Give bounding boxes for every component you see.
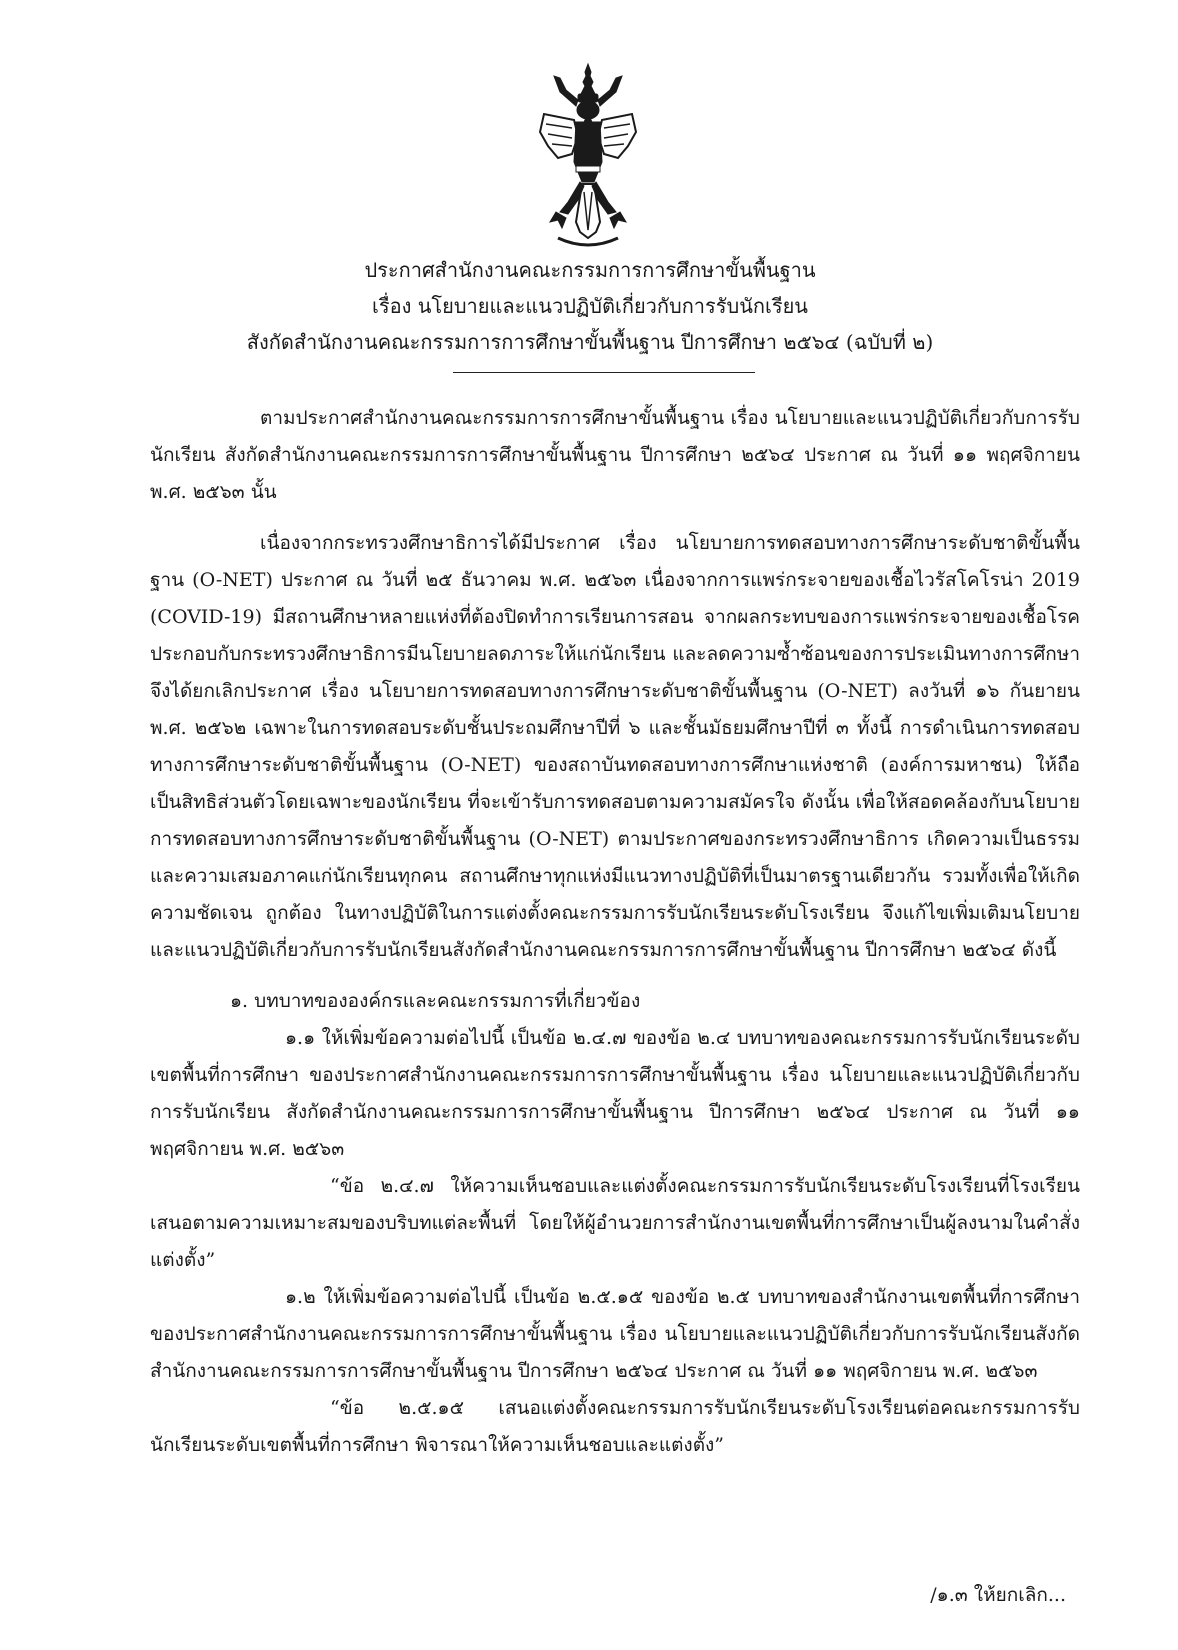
- document-body: [150, 400, 1080, 1464]
- title-line-2: เรื่อง นโยบายและแนวปฏิบัติเกี่ยวกับการรับนักเรียน: [372, 294, 808, 318]
- quote-2-5-15: “ข้อ ๒.๕.๑๕ เสนอแต่งตั้งคณะกรรมการรับนักเรียนระดับโรงเรียนต่อคณะกรรมการรับนักเรียนระดับเขตพื้นที่การศึกษา พิจารณาให้ความเห็นชอบและแต่งตั้ง”: [150, 1397, 1080, 1456]
- clause-1-1: ๑.๑ ให้เพิ่มข้อความต่อไปนี้ เป็นข้อ ๒.๔.๗ ของข้อ ๒.๔ บทบาทของคณะกรรมการรับนักเรียนระดับเขตพื้นที่การศึกษา ของประกาศสำนักงานคณะกรรมการการศึกษาขั้นพื้นฐาน เรื่อง นโยบายและแนวปฏิบัติเกี่ยวกับการรับนักเรียน สังกัดสำนักงานคณะกรรมการการศึกษาขั้นพื้นฐาน ปีการศึกษา ๒๕๖๔ ประกาศ ณ วันที่ ๑๑ พฤศจิกายน พ.ศ. ๒๕๖๓: [150, 1027, 1080, 1160]
- garuda-emblem: [538, 62, 638, 248]
- title-line-3: สังกัดสำนักงานคณะกรรมการการศึกษาขั้นพื้นฐาน ปีการศึกษา ๒๕๖๔ (ฉบับที่ ๒): [246, 330, 934, 354]
- title-line-1: ประกาศสำนักงานคณะกรรมการการศึกษาขั้นพื้นฐาน: [364, 258, 816, 282]
- continuation-note: /๑.๓ ให้ยกเลิก...: [930, 1584, 1066, 1606]
- announcement-title: [150, 252, 1030, 360]
- section-1-heading: ๑. บทบาทขององค์กรและคณะกรรมการที่เกี่ยวข้อง: [230, 990, 641, 1012]
- clause-1-2: ๑.๒ ให้เพิ่มข้อความต่อไปนี้ เป็นข้อ ๒.๕.๑๕ ของข้อ ๒.๕ บทบาทของสำนักงานเขตพื้นที่การศึกษาของประกาศสำนักงานคณะกรรมการการศึกษาขั้นพื้นฐาน เรื่อง นโยบายและแนวปฏิบัติเกี่ยวกับการรับนักเรียนสังกัดสำนักงานคณะกรรมการการศึกษาขั้นพื้นฐาน ปีการศึกษา ๒๕๖๔ ประกาศ ณ วันที่ ๑๑ พฤศจิกายน พ.ศ. ๒๕๖๓: [150, 1286, 1080, 1382]
- paragraph-reference: ตามประกาศสำนักงานคณะกรรมการการศึกษาขั้นพื้นฐาน เรื่อง นโยบายและแนวปฏิบัติเกี่ยวกับการรับนักเรียน สังกัดสำนักงานคณะกรรมการการศึกษาขั้นพื้นฐาน ปีการศึกษา ๒๕๖๔ ประกาศ ณ วันที่ ๑๑ พฤศจิกายน พ.ศ. ๒๕๖๓ นั้น: [150, 407, 1080, 503]
- quote-2-4-7: “ข้อ ๒.๔.๗ ให้ความเห็นชอบและแต่งตั้งคณะกรรมการรับนักเรียนระดับโรงเรียนที่โรงเรียนเสนอตามความเหมาะสมของบริบทแต่ละพื้นที่ โดยให้ผู้อำนวยการสำนักงานเขตพื้นที่การศึกษาเป็นผู้ลงนามในคำสั่งแต่งตั้ง”: [150, 1175, 1080, 1271]
- title-underline: [453, 372, 755, 373]
- paragraph-rationale: เนื่องจากกระทรวงศึกษาธิการได้มีประกาศ เรื่อง นโยบายการทดสอบทางการศึกษาระดับชาติขั้นพื้นฐาน (O-NET) ประกาศ ณ วันที่ ๒๕ ธันวาคม พ.ศ. ๒๕๖๓ เนื่องจากการแพร่กระจายของเชื้อไวรัสโคโรน่า 2019 (COVID-19) มีสถานศึกษาหลายแห่งที่ต้องปิดทำการเรียนการสอน จากผลกระทบของการแพร่กระจายของเชื้อโรค ประกอบกับกระทรวงศึกษาธิการมีนโยบายลดภาระให้แก่นักเรียน และลดความซ้ำซ้อนของการประเมินทางการศึกษา จึงได้ยกเลิกประกาศ เรื่อง นโยบายการทดสอบทางการศึกษาระดับชาติขั้นพื้นฐาน (O-NET) ลงวันที่ ๑๖ กันยายน พ.ศ. ๒๕๖๒ เฉพาะในการทดสอบระดับชั้นประถมศึกษาปีที่ ๖ และชั้นมัธยมศึกษาปีที่ ๓ ทั้งนี้ การดำเนินการทดสอบทางการศึกษาระดับชาติขั้นพื้นฐาน (O-NET) ของสถาบันทดสอบทางการศึกษาแห่งชาติ (องค์การมหาชน) ให้ถือเป็นสิทธิส่วนตัวโดยเฉพาะของนักเรียน ที่จะเข้ารับการทดสอบตามความสมัครใจ ดังนั้น เพื่อให้สอดคล้องกับนโยบายการทดสอบทางการศึกษาระดับชาติขั้นพื้นฐาน (O-NET) ตามประกาศของกระทรวงศึกษาธิการ เกิดความเป็นธรรมและความเสมอภาคแก่นักเรียนทุกคน สถานศึกษาทุกแห่งมีแนวทางปฏิบัติที่เป็นมาตรฐานเดียวกัน รวมทั้งเพื่อให้เกิดความชัดเจน ถูกต้อง ในทางปฏิบัติในการแต่งตั้งคณะกรรมการรับนักเรียนระดับโรงเรียน จึงแก้ไขเพิ่มเติมนโยบายและแนวปฏิบัติเกี่ยวกับการรับนักเรียนสังกัดสำนักงานคณะกรรมการการศึกษาขั้นพื้นฐาน ปีการศึกษา ๒๕๖๔ ดังนี้: [150, 532, 1080, 961]
